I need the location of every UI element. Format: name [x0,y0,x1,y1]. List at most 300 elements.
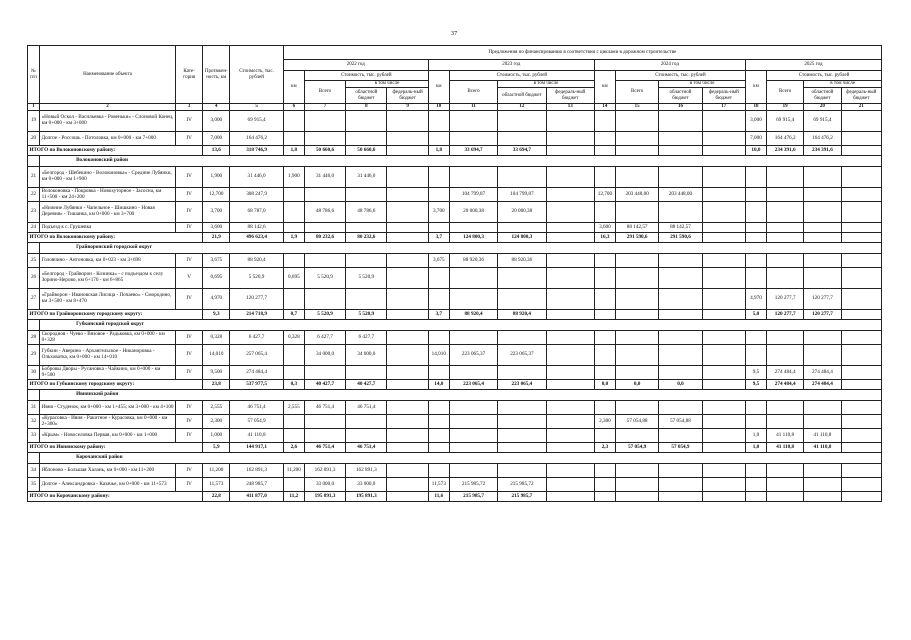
column-index: 4 [203,104,230,111]
row-cell [304,254,345,268]
row-cell [702,268,745,289]
row-cell [767,167,804,188]
row-cell [387,331,428,345]
row-cell [498,223,546,233]
row-cell: 248 985,7 [230,478,283,492]
row-cell [841,167,881,188]
row-cell [841,345,881,366]
total-cell [616,310,659,320]
row-cell [449,132,497,146]
row-cell [428,464,449,478]
page-number: 37 [450,30,458,37]
row-cell [594,202,615,223]
section-blank [28,156,40,167]
row-cell: 88 142,6 [230,223,283,233]
row-cell: 164 476,2 [767,132,804,146]
row-cell [616,464,659,478]
row-cell: 2,555 [283,401,304,415]
total-cell [387,310,428,320]
row-cell [283,111,304,132]
row-cell: 162 891,3 [346,464,387,478]
row-cell [616,111,659,132]
column-index: 6 [283,104,304,111]
row-cell [546,167,594,188]
total-cell: 46 751,4 [346,443,387,453]
row-cell [283,188,304,202]
total-cell: 11,2 [283,492,304,502]
row-cell [767,464,804,478]
total-cell: 50 660,6 [346,146,387,156]
row-cell [702,289,745,310]
row-cell: 223 065,37 [449,345,497,366]
total-cell [594,492,615,502]
row-cell [546,268,594,289]
header-total: Всего [449,81,497,104]
column-index: 14 [594,104,615,111]
row-cell [659,202,702,223]
row-cell: 69 915,4 [804,111,841,132]
total-cell: 41 110,8 [767,443,804,453]
section-title: Волоконовский район [40,156,882,167]
total-cell: 223 065,4 [449,380,497,390]
object-name: Бобровы Дворы - Русановка - Чайкино, км 0+000 - км 9+500 [40,366,176,380]
row-cell [428,167,449,188]
row-cell [387,202,428,223]
row-cell [594,401,615,415]
row-cell [428,223,449,233]
row-cell: 1,000 [203,429,230,443]
column-index: 19 [767,104,804,111]
row-number: 21 [28,167,40,188]
row-cell [546,202,594,223]
row-cell [449,366,497,380]
total-cell [841,380,881,390]
row-cell [304,429,345,443]
row-cell: 33 000,0 [304,478,345,492]
section-title: Корочанский район [40,453,882,464]
row-cell [449,268,497,289]
row-cell [498,464,546,478]
row-cell [767,331,804,345]
table-row [28,167,882,188]
row-cell [616,167,659,188]
row-cell: 274 484,4 [804,366,841,380]
row-cell [841,223,881,233]
row-cell [387,167,428,188]
row-cell: 164 476,2 [230,132,283,146]
row-cell: 4,970 [745,289,766,310]
row-cell: IV [176,366,203,380]
row-cell [428,415,449,429]
header-year: 2023 год [428,60,594,71]
row-cell [616,132,659,146]
row-cell [841,401,881,415]
row-cell: IV [176,345,203,366]
column-index: 18 [745,104,766,111]
row-number: 33 [28,429,40,443]
row-number: 29 [28,345,40,366]
table-row [28,188,882,202]
row-cell: 11,200 [203,464,230,478]
row-cell [702,188,745,202]
total-cell: 195 891,3 [346,492,387,502]
row-cell: 5 520,9 [230,268,283,289]
total-cell: 14,0 [428,380,449,390]
row-cell [767,268,804,289]
total-cell [702,443,745,453]
column-index: 3 [176,104,203,111]
total-cell: 23,8 [203,380,230,390]
section-blank [28,320,40,331]
row-cell [804,223,841,233]
row-cell [702,415,745,429]
header-cost-sub: Стоимость, тыс. рублей [304,71,428,81]
row-cell [767,188,804,202]
row-number: 27 [28,289,40,310]
column-index: 17 [702,104,745,111]
total-cell [841,443,881,453]
section-row [28,156,882,167]
row-cell: 104 799,87 [449,188,497,202]
row-cell [616,202,659,223]
total-cell [546,233,594,243]
total-cell [428,443,449,453]
row-cell: 88 142,57 [659,223,702,233]
row-number: 34 [28,464,40,478]
row-cell [346,366,387,380]
row-cell: 0,328 [283,331,304,345]
header-regional: областной бюджет [346,88,387,104]
row-cell [346,429,387,443]
row-cell [841,268,881,289]
row-cell: IV [176,188,203,202]
row-cell: 7,000 [745,132,766,146]
header-federal: федераль-ный бюджет [702,88,745,104]
row-cell [702,254,745,268]
total-cell: 124 800,3 [449,233,497,243]
row-cell [428,429,449,443]
row-cell [546,415,594,429]
table-header [28,46,882,111]
table-row [28,111,882,132]
row-cell [387,401,428,415]
header-total: Всего [767,81,804,104]
row-cell [841,289,881,310]
header-financing: Предложения по финансированию в соответствии с циклами в дорожном строительстве [283,46,881,60]
row-cell [616,331,659,345]
header-num: № п/п [28,46,40,104]
row-cell [659,331,702,345]
row-cell [702,331,745,345]
total-cell: 0,0 [594,380,615,390]
row-cell: 3,000 [203,111,230,132]
table-row [28,478,882,492]
total-cell: 46 751,4 [304,443,345,453]
row-cell [546,132,594,146]
total-cell: 1,0 [745,443,766,453]
table-row [28,429,882,443]
row-cell: 3,600 [594,223,615,233]
row-cell [804,202,841,223]
row-cell [449,415,497,429]
row-cell [498,111,546,132]
total-cell [804,492,841,502]
row-cell [387,268,428,289]
total-cell: 80 232,6 [346,233,387,243]
row-cell [283,345,304,366]
row-cell: 2,300 [594,415,615,429]
row-cell [546,429,594,443]
row-cell [767,254,804,268]
row-cell: 162 891,3 [230,464,283,478]
row-cell [449,429,497,443]
row-cell [804,345,841,366]
row-cell [346,254,387,268]
row-number: 32 [28,415,40,429]
row-cell [387,132,428,146]
row-cell: 0,695 [203,268,230,289]
total-cell: 3,7 [428,310,449,320]
total-cell: 1,8 [428,146,449,156]
row-number: 25 [28,254,40,268]
row-cell [745,167,766,188]
row-number: 30 [28,366,40,380]
row-cell: V [176,268,203,289]
object-name: Подъезд к с. Грушевка [40,223,176,233]
total-label: ИТОГО по Губкинскому городскому округу: [28,380,203,390]
row-cell [659,401,702,415]
row-cell: 7,000 [203,132,230,146]
row-cell [702,111,745,132]
total-label: ИТОГО по Волоконовскому району: [28,233,203,243]
header-cost-sub: Стоимость, тыс. рублей [449,71,594,81]
row-cell [283,366,304,380]
total-cell [449,443,497,453]
row-cell: 57 054,88 [659,415,702,429]
total-cell: 0,0 [659,380,702,390]
row-cell [841,111,881,132]
row-cell: 223 065,37 [498,345,546,366]
row-cell [594,464,615,478]
row-cell [594,366,615,380]
row-cell [594,167,615,188]
total-cell: 88 920,4 [449,310,497,320]
row-cell [304,223,345,233]
total-cell [841,233,881,243]
column-index: 15 [616,104,659,111]
row-cell: 88 920,36 [449,254,497,268]
row-cell: 120 277,7 [804,289,841,310]
row-cell [841,464,881,478]
total-cell: 195 891,3 [304,492,345,502]
total-label: ИТОГО по Волоконовскому району: [28,146,203,156]
total-cell: 21,9 [203,233,230,243]
total-cell: 13,6 [203,146,230,156]
row-cell [387,223,428,233]
row-cell [616,345,659,366]
row-cell: IV [176,202,203,223]
column-index: 20 [804,104,841,111]
row-cell: 68 787,0 [230,202,283,223]
object-name: «Новый Оскол - Васильевка - Ровеньки» - Слоновой Конец, км 0+000 - км 3+000 [40,111,176,132]
row-cell [387,366,428,380]
row-cell: 5 520,9 [346,268,387,289]
row-cell: 41 110,8 [804,429,841,443]
row-cell [616,289,659,310]
row-cell: 14,010 [203,345,230,366]
row-cell: 69 915,4 [230,111,283,132]
row-cell: 0,328 [203,331,230,345]
total-cell [841,310,881,320]
row-cell: 308 247,9 [230,188,283,202]
header-regional: областной бюджет [659,88,702,104]
row-cell [449,289,497,310]
row-cell: IV [176,464,203,478]
row-number: 28 [28,331,40,345]
row-cell [594,132,615,146]
row-cell [702,223,745,233]
row-cell: IV [176,429,203,443]
row-cell: 215 985,72 [498,478,546,492]
row-cell [767,202,804,223]
total-cell [387,380,428,390]
object-name: «Белгород - Грайворон - Козинка» - с подъездом к селу Зорино-Нерово, км 6+170 - км 6+865 [40,268,176,289]
row-cell [546,478,594,492]
table-row [28,415,882,429]
row-cell: 11,573 [428,478,449,492]
total-cell: 291 590,6 [616,233,659,243]
row-cell [804,331,841,345]
total-cell: 120 277,7 [804,310,841,320]
row-cell [387,429,428,443]
total-cell: 2,6 [283,443,304,453]
header-incl: в том числе [659,81,746,88]
total-cell: 496 623,4 [230,233,283,243]
row-number: 19 [28,111,40,132]
header-km: км [745,71,766,104]
header-total: Всего [616,81,659,104]
object-name: «Белгород - Шебекино - Волоконовка» - Средние Лубянки, км 0+000 - км 1+900 [40,167,176,188]
column-index: 2 [40,104,176,111]
row-cell [346,111,387,132]
row-cell [546,401,594,415]
section-blank [28,453,40,464]
row-cell [702,366,745,380]
row-cell: IV [176,111,203,132]
total-cell [546,146,594,156]
row-cell: 11,200 [283,464,304,478]
row-cell [804,464,841,478]
row-cell [702,478,745,492]
row-cell: 31 446,0 [346,167,387,188]
total-cell: 5,0 [745,310,766,320]
row-cell: 20 000,38 [498,202,546,223]
row-cell [594,429,615,443]
row-cell: IV [176,167,203,188]
row-cell [498,429,546,443]
row-cell: 3,700 [428,202,449,223]
header-regional: областной бюджет [804,88,841,104]
row-cell [428,188,449,202]
row-cell [659,111,702,132]
total-cell: 57 054,9 [659,443,702,453]
row-cell: 88 142,57 [616,223,659,233]
row-cell: 3,675 [203,254,230,268]
total-cell: 234 391,6 [767,146,804,156]
total-cell: 215 985,7 [498,492,546,502]
column-index: 5 [230,104,283,111]
total-cell [616,492,659,502]
row-cell [428,111,449,132]
total-cell [702,233,745,243]
total-cell: 215 985,7 [449,492,497,502]
row-cell: IV [176,223,203,233]
row-cell [346,415,387,429]
row-cell [304,415,345,429]
table-row [28,289,882,310]
row-cell: 9,5 [745,366,766,380]
total-row [28,492,882,502]
section-blank [28,390,40,401]
column-index: 21 [841,104,881,111]
row-cell [804,401,841,415]
row-cell [594,289,615,310]
total-cell [745,492,766,502]
row-cell: IV [176,289,203,310]
row-cell [659,464,702,478]
row-cell [767,345,804,366]
row-cell: 34 000,0 [304,345,345,366]
row-cell [498,289,546,310]
row-cell: 14,010 [428,345,449,366]
row-cell [616,254,659,268]
row-cell [804,254,841,268]
row-number: 23 [28,202,40,223]
total-cell: 80 232,6 [304,233,345,243]
column-index: 9 [387,104,428,111]
row-cell: 31 446,0 [230,167,283,188]
row-cell: 41 110,8 [767,429,804,443]
row-cell [498,268,546,289]
total-cell [546,310,594,320]
total-cell [546,443,594,453]
row-cell [702,167,745,188]
total-cell: 16,3 [594,233,615,243]
total-cell: 274 484,4 [804,380,841,390]
row-cell [841,429,881,443]
row-number: 26 [28,268,40,289]
row-cell [616,429,659,443]
object-name: Яблоново - Большая Халань, км 0+000 - км 11+200 [40,464,176,478]
row-cell [387,345,428,366]
row-cell [546,366,594,380]
row-cell: 6 427,7 [230,331,283,345]
row-cell [546,254,594,268]
row-cell [659,429,702,443]
header-cost-sub: Стоимость, тыс. рублей [616,71,746,81]
total-cell: 9,3 [203,310,230,320]
object-name: Скороднов - Чуево - Вязовое - Радьковка, км 0+000 - км 0+328 [40,331,176,345]
object-name: Головчино - Антоновка, км 0+023 - км 3+698 [40,254,176,268]
header-incl: в том числе [346,81,429,88]
row-cell [387,188,428,202]
total-cell: 88 920,4 [498,310,546,320]
header-incl: в том числе [498,81,595,88]
row-cell: 203 448,00 [616,188,659,202]
row-cell [616,268,659,289]
object-name: «Крым» - Новоселовка Первая, км 0+000 - км 1+000 [40,429,176,443]
row-cell [616,401,659,415]
